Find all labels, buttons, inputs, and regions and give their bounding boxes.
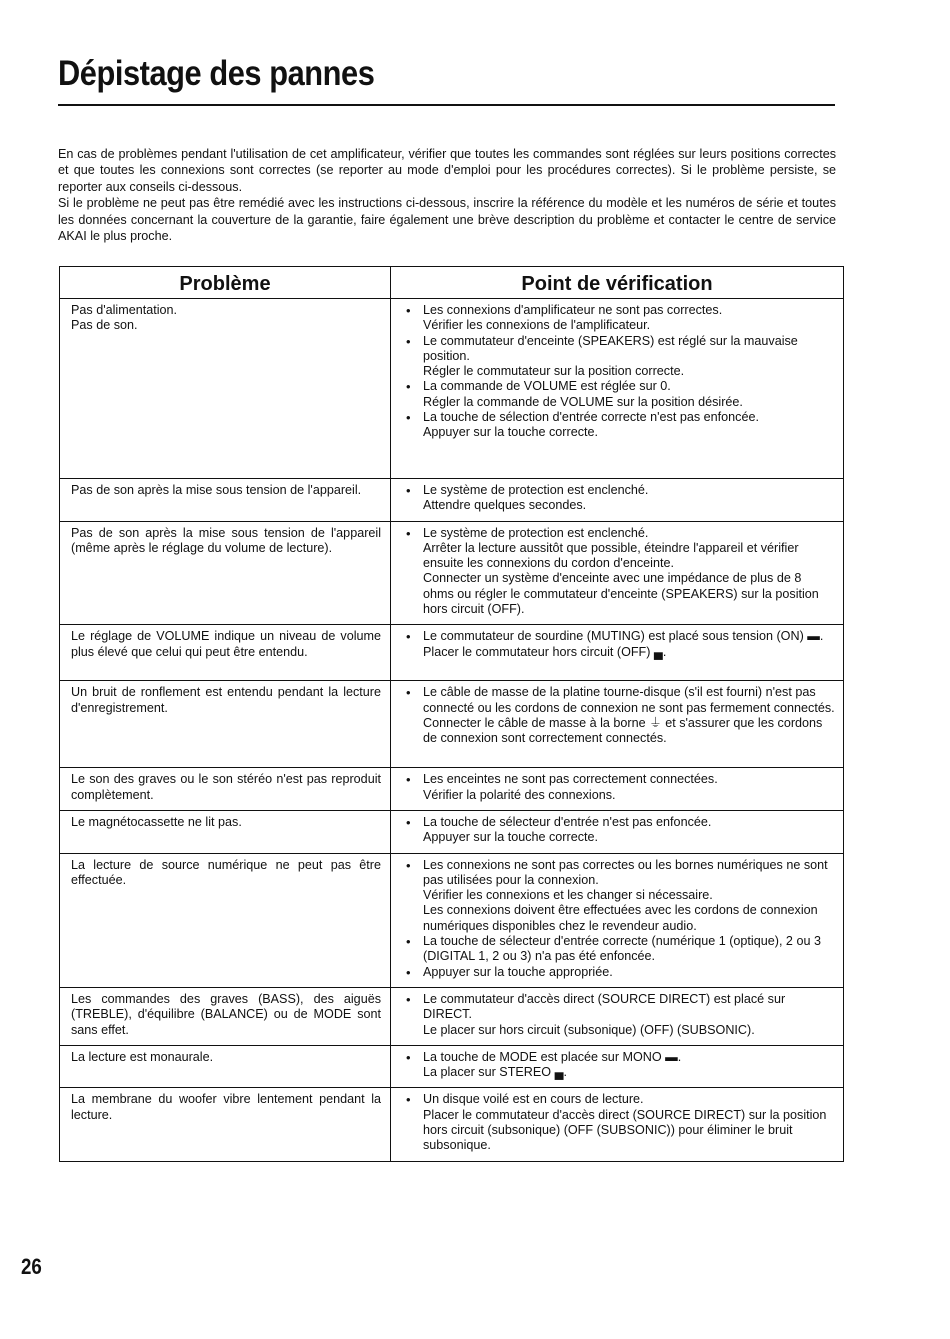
table-row [60,810,844,853]
column-header-problem: Problème [60,267,391,299]
check-cell [391,768,844,811]
problem-text: Le réglage de VOLUME indique un niveau de volume plus élevé que celui qui peut être entendu. [71,629,381,659]
problem-text: Le son des graves ou le son stéréo n'est pas reproduit complètement. [71,772,381,802]
check-cell [391,479,844,522]
problem-text: Pas de son après la mise sous tension de l'appareil. [71,483,362,497]
check-item: • Le système de protection est enclenché. Attendre quelques secondes. [405,483,835,514]
page-title: Dépistage des pannes [58,54,375,93]
problem-cell [60,987,391,1045]
table-row [60,853,844,987]
check-item: • Les connexions d'amplificateur ne sont pas correctes. Vérifier les connexions de l'amplificateur. [405,303,835,334]
problem-text: Pas de son après la mise sous tension de l'appareil (même après le réglage du volume de lecture). [71,525,381,555]
table-row [60,625,844,681]
check-list [405,685,835,746]
check-item: • Le commutateur d'enceinte (SPEAKERS) est réglé sur la mauvaise position. Régler le commutateur sur la position correcte. [405,334,835,380]
check-list [405,483,835,514]
title-divider [58,104,835,106]
check-item: • Appuyer sur la touche appropriée. [405,965,835,980]
check-item: • Le câble de masse de la platine tourne-disque (s'il est fourni) n'est pas connecté ou les cordons de connexion ne sont pas fermement connectés. Connecter le câble de masse à la borne ⏚ et s'assurer que les cordons de connexion sont correctement connectés. [405,685,835,746]
check-cell [391,625,844,681]
check-cell [391,987,844,1045]
check-cell [391,853,844,987]
problem-text: Pas d'alimentation. [71,303,178,317]
check-item: • Les enceintes ne sont pas correctement connectées. Vérifier la polarité des connexions. [405,772,835,803]
table-body [60,299,844,1162]
problem-cell [60,479,391,522]
intro-paragraph-1: En cas de problèmes pendant l'utilisation de cet amplificateur, vérifier que toutes les commandes sont réglées sur leurs positions correctes et que toutes les connexions sont correctes (se reporter au mode d'emploi pour les procédures correctes). Si le problème persiste, se reporter aux conseils ci-dessous. [58,147,836,194]
problem-text: Pas de son. [71,318,138,333]
table-header-row [60,267,844,299]
check-item: • La touche de sélecteur d'entrée n'est pas enfoncée. Appuyer sur la touche correcte. [405,815,835,846]
table-row [60,1088,844,1161]
table-row [60,1045,844,1088]
check-item: • Les connexions ne sont pas correctes ou les bornes numériques ne sont pas utilisées pour la connexion. Vérifier les connexions et les changer si nécessaire. Les connexions doivent être effectuées avec les cordons de connexion numériques disponibles chez le revendeur audio. [405,858,835,934]
check-item: • La touche de sélection d'entrée correcte n'est pas enfoncée. Appuyer sur la touche correcte. [405,410,835,441]
check-list [405,1050,835,1081]
check-list [405,815,835,846]
problem-cell [60,521,391,625]
check-list [405,526,835,618]
check-item: • La touche de sélecteur d'entrée correcte (numérique 1 (optique), 2 ou 3 (DIGITAL 1, 2 ou 3) n'a pas été enfoncée. [405,934,835,965]
check-item: • La commande de VOLUME est réglée sur 0. Régler la commande de VOLUME sur la position désirée. [405,379,835,410]
check-item: • La touche de MODE est placée sur MONO ▬. La placer sur STEREO ▄. [405,1050,835,1081]
table-row [60,987,844,1045]
column-header-check: Point de vérification [391,267,844,299]
problem-text: Le magnétocassette ne lit pas. [71,814,242,829]
problem-cell [60,768,391,811]
table-row [60,521,844,625]
check-item: • Le commutateur de sourdine (MUTING) est placé sous tension (ON) ▬. Placer le commutateur hors circuit (OFF) ▄. [405,629,835,660]
problem-cell [60,1088,391,1161]
problem-cell [60,299,391,479]
check-list [405,303,835,441]
intro-text [58,146,836,244]
check-list [405,629,835,660]
check-cell [391,810,844,853]
check-cell [391,681,844,768]
check-item: • Un disque voilé est en cours de lecture. Placer le commutateur d'accès direct (SOURCE DIRECT) sur la position hors circuit (subsonique) (OFF (SUBSONIC)) pour éliminer le bruit subsonique. [405,1092,835,1153]
check-list [405,858,835,980]
problem-cell [60,853,391,987]
check-cell [391,1088,844,1161]
check-item: • Le commutateur d'accès direct (SOURCE DIRECT) est placé sur DIRECT. Le placer sur hors circuit (subsonique) (OFF) (SUBSONIC). [405,992,835,1038]
check-cell [391,521,844,625]
problem-text: Les commandes des graves (BASS), des aiguës (TREBLE), d'équilibre (BALANCE) ou de MODE sont sans effet. [71,991,381,1037]
table-row [60,681,844,768]
problem-cell [60,681,391,768]
problem-cell [60,625,391,681]
table-row [60,479,844,522]
check-cell [391,1045,844,1088]
problem-text: La lecture est monaurale. [71,1049,214,1064]
problem-text: Un bruit de ronflement est entendu pendant la lecture d'enregistrement. [71,685,381,715]
problem-text: La membrane du woofer vibre lentement pendant la lecture. [71,1092,381,1122]
table-row [60,768,844,811]
check-cell [391,299,844,479]
problem-cell [60,1045,391,1088]
problem-cell [60,810,391,853]
check-item: • Le système de protection est enclenché. Arrêter la lecture aussitôt que possible, éteindre l'appareil et vérifier ensuite les connexions du cordon d'enceinte. Connecter un système d'enceinte avec une impédance de plus de 8 ohms ou régler le commutateur d'enceinte (SPEAKERS) sur la position hors circuit (OFF). [405,526,835,618]
check-list [405,1092,835,1153]
table-row [60,299,844,479]
intro-paragraph-2: Si le problème ne peut pas être remédié avec les instructions ci-dessous, inscrire la référence du modèle et les numéros de série et toutes les données concernant la couverture de la garantie, faire également une brève description du problème et contacter le centre de service AKAI le plus proche. [58,196,836,244]
page-number: 26 [21,1254,42,1279]
troubleshooting-table [59,266,844,1162]
problem-text: La lecture de source numérique ne peut pas être effectuée. [71,857,381,887]
check-list [405,992,835,1038]
check-list [405,772,835,803]
